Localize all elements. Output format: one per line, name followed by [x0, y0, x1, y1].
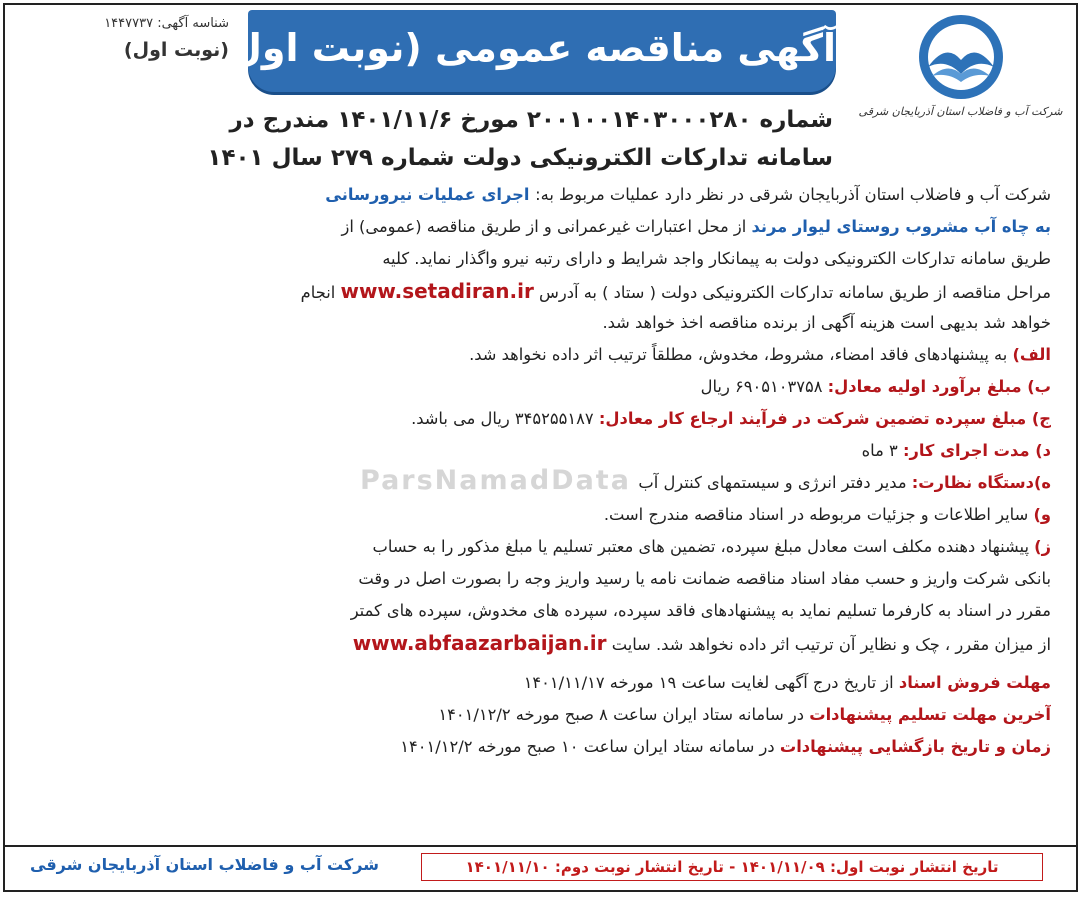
clause-text: سایر اطلاعات و جزئیات مربوطه در اسناد مناقصه مندرج است.	[603, 505, 1034, 524]
headline-line-1: شماره ۲۰۰۱۰۰۱۴۰۳۰۰۰۲۸۰ مورخ ۱۴۰۱/۱۱/۶ مندرج در	[229, 107, 833, 133]
water-drop-logo-icon	[906, 12, 1016, 102]
clause-label: الف)	[1012, 345, 1051, 364]
deadline-submission	[26, 703, 1051, 727]
clause-text: ۶۹۰۵۱۰۳۷۵۸ ریال	[700, 377, 828, 396]
deadline-label: زمان و تاریخ بازگشایی پیشنهادات	[779, 737, 1051, 756]
deadline-text: از تاریخ درج آگهی لغایت ساعت ۱۹ مورخه ۱۴۰۱/۱۱/۱۷	[523, 673, 899, 692]
clause-label: ب) مبلغ برآورد اولیه معادل:	[827, 377, 1051, 396]
clause-text: ۳۴۵۲۵۵۱۸۷ ریال می باشد.	[411, 409, 599, 428]
text: از میزان مقرر ، چک و نظایر آن ترتیب اثر داده نخواهد شد. سایت	[611, 635, 1051, 654]
deadline-label: مهلت فروش اسناد	[898, 673, 1051, 692]
deadline-text: در سامانه ستاد ایران ساعت ۱۰ صبح مورخه ۱۴۰۱/۱۲/۲	[400, 737, 780, 756]
clause-label: ز)	[1034, 537, 1051, 556]
clause-be	[26, 375, 1051, 399]
clause-alef	[26, 343, 1051, 367]
clause-text: پیشنهاد دهنده مکلف است معادل مبلغ سپرده، تضمین های معتبر تسلیم یا مبلغ مذکور را به حساب	[372, 537, 1035, 556]
clause-text: به پیشنهادهای فاقد امضاء، مشروط، مخدوش، مطلقاً ترتیب اثر داده نخواهد شد.	[469, 345, 1013, 364]
project-title-start: اجرای عملیات نیرورسانی	[325, 185, 536, 204]
clause-text: ۳ ماه	[861, 441, 903, 460]
clause-label: د) مدت اجرای کار:	[902, 441, 1051, 460]
ad-id: شناسه آگهی: ۱۴۴۷۷۳۷	[104, 16, 229, 31]
clause-ze-4	[26, 631, 1051, 657]
publish-dates: تاریخ انتشار نوبت اول: ۱۴۰۱/۱۱/۰۹ - تاریخ انتشار نوبت دوم: ۱۴۰۱/۱۱/۱۰	[421, 853, 1043, 881]
clause-jim	[26, 407, 1051, 431]
footer-divider	[5, 845, 1076, 847]
clause-ze-1	[26, 535, 1051, 559]
text: شرکت آب و فاضلاب استان آذربایجان شرقی در نظر دارد عملیات مربوط به:	[535, 185, 1051, 204]
deadline-document-sale	[26, 671, 1051, 695]
clause-text: مدیر دفتر انرژی و سیستمهای کنترل آب	[638, 473, 912, 492]
clause-label: ج) مبلغ سپرده تضمین شرکت در فرآیند ارجاع کار معادل:	[598, 409, 1051, 428]
body-line-1	[26, 183, 1051, 207]
deadline-opening	[26, 735, 1051, 759]
clause-dal	[26, 439, 1051, 463]
body-line-5: خواهد شد بدیهی است هزینه آگهی از برنده مناقصه اخذ خواهد شد.	[602, 313, 1051, 332]
project-title-end: به چاه آب مشروب روستای لیوار مرند	[751, 217, 1051, 236]
setadiran-link[interactable]: www.setadiran.ir	[340, 279, 534, 303]
text: از محل اعتبارات غیرعمرانی و از طریق مناقصه (عمومی) از	[341, 217, 752, 236]
clause-vav	[26, 503, 1051, 527]
clause-he	[26, 471, 1051, 495]
abfa-website-link[interactable]: www.abfaazarbaijan.ir	[352, 631, 607, 655]
round-label: (نوبت اول)	[123, 39, 229, 61]
clause-ze-2: بانکی شرکت واریز و حسب مفاد اسناد مناقصه ضمانت نامه یا رسید واریز وجه را بصورت اصل در وقت	[358, 569, 1051, 588]
deadline-label: آخرین مهلت تسلیم پیشنهادات	[809, 705, 1051, 724]
headline-line-2: سامانه تدارکات الکترونیکی دولت شماره ۲۷۹ سال ۱۴۰۱	[207, 145, 833, 171]
clause-label: و)	[1033, 505, 1051, 524]
notice-title: آگهی مناقصه عمومی (نوبت اول)	[248, 10, 836, 92]
text: مراحل مناقصه از طریق سامانه تدارکات الکترونیکی دولت ( ستاد ) به آدرس	[539, 283, 1051, 302]
body-line-4	[26, 279, 1051, 305]
clause-ze-3: مقرر در اسناد به کارفرما تسلیم نماید به پیشنهادهای فاقد سپرده، سپرده های مخدوش، سپرده های کمتر	[350, 601, 1051, 620]
watermark: ParsNamadData	[360, 465, 631, 496]
ad-identifier	[14, 16, 229, 61]
text: انجام	[300, 283, 336, 302]
company-logo	[858, 12, 1063, 142]
body-line-3: طریق سامانه تدارکات الکترونیکی دولت به پیمانکار واجد شرایط و دارای رتبه نیرو واگذار نماید. کلیه	[382, 249, 1051, 268]
footer-company: شرکت آب و فاضلاب استان آذربایجان شرقی	[30, 855, 379, 874]
logo-caption: شرکت آب و فاضلاب استان آذربایجان شرقی	[858, 105, 1063, 118]
deadline-text: در سامانه ستاد ایران ساعت ۸ صبح مورخه ۱۴۰۱/۱۲/۲	[438, 705, 810, 724]
body-line-2	[26, 215, 1051, 239]
clause-label: ه)دستگاه نظارت:	[911, 473, 1051, 492]
